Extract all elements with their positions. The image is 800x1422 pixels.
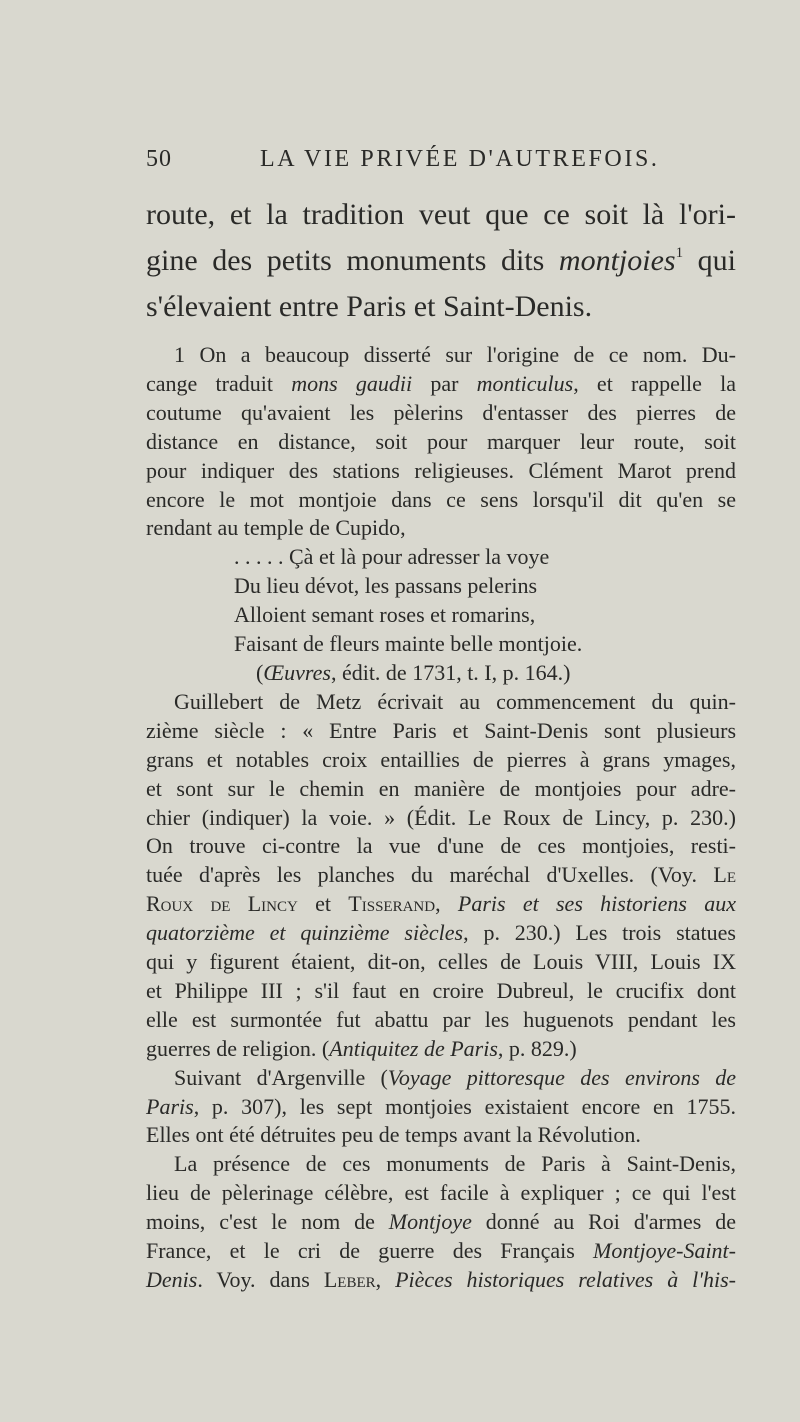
running-title: LA VIE PRIVÉE D'AUTREFOIS. [260,146,660,172]
note-line: et Philippe III ; s'il faut en croire Dubreul, le crucifix dont [146,977,736,1003]
main-line: route, et la tradition veut que ce soit là l'ori- [146,198,736,231]
note-line: Denis. Voy. dans Leber, Pièces historiques relatives à l'his- [146,1267,736,1292]
page-number: 50 [146,146,172,172]
note-line: pour indiquer des stations religieuses. Clément Marot prend [146,457,736,483]
main-line: s'élevaient entre Paris et Saint-Denis. [146,290,593,323]
note-line: Suivant d'Argenville (Voyage pittoresque des environs de [174,1064,736,1090]
note-line: rendant au temple de Cupido, [146,515,406,541]
verse-line: Du lieu dévot, les passans pelerins [234,573,538,599]
note-line: zième siècle : « Entre Paris et Saint-Denis sont plusieurs [146,717,736,743]
note-line: guerres de religion. (Antiquitez de Paris, p. 829.) [146,1035,577,1061]
note-line: et sont sur le chemin en manière de montjoies pour adre- [146,775,736,801]
note-line: quatorzième et quinzième siècles, p. 230.) Les trois statues [146,920,736,946]
note-line: 1 On a beaucoup disserté sur l'origine de ce nom. Du- [174,342,736,367]
note-line: Elles ont été détruites peu de temps avant la Révolution. [146,1122,641,1148]
note-line: chier (indiquer) la voie. » (Édit. Le Roux de Lincy, p. 230.) [146,804,736,830]
note-line: Guillebert de Metz écrivait au commencement du quin- [174,688,736,714]
note-line: tuée d'après les planches du maréchal d'Uxelles. (Voy. Le [146,862,736,888]
note-line: lieu de pèlerinage célèbre, est facile à expliquer ; ce qui l'est [146,1180,736,1206]
verse-line: Faisant de fleurs mainte belle montjoie. [234,631,583,657]
verse-line: . . . . . Çà et là pour adresser la voye [234,544,550,570]
note-line: coutume qu'avaient les pèlerins d'entasser des pierres de [146,399,736,425]
note-line: moins, c'est le nom de Montjoye donné au Roi d'armes de [146,1209,736,1235]
note-line: France, et le cri de guerre des Français Montjoye-Saint- [146,1238,736,1264]
note-line: encore le mot montjoie dans ce sens lorsqu'il dit qu'en se [146,486,736,512]
note-line: grans et notables croix entaillies de pierres à grans ymages, [146,746,736,772]
note-line: La présence de ces monuments de Paris à Saint-Denis, [174,1151,736,1177]
main-line: gine des petits monuments dits montjoies$^1$ qui [146,244,736,277]
main-text [146,192,736,330]
verse-source: (Œuvres, édit. de 1731, t. I, p. 164.) [256,659,571,685]
footnote [146,341,736,1295]
note-line: cange traduit mons gaudii par monticulus, et rappelle la [146,370,736,396]
note-line: elle est surmontée fut abattu par les huguenots pendant les [146,1006,736,1032]
note-line: distance en distance, soit pour marquer leur route, soit [146,428,736,454]
note-line: Paris, p. 307), les sept montjoies existaient encore en 1755. [146,1093,736,1119]
verse-line: Alloient semant roses et romarins, [234,602,536,628]
running-head [146,146,736,176]
note-line: On trouve ci-contre la vue d'une de ces montjoies, resti- [146,833,736,859]
note-line: Roux de Lincy et Tisserand, Paris et ses historiens aux [146,891,736,917]
footnote-ref: 1 [675,245,684,261]
note-line: qui y figurent étaient, dit-on, celles de Louis VIII, Louis IX [146,949,736,975]
